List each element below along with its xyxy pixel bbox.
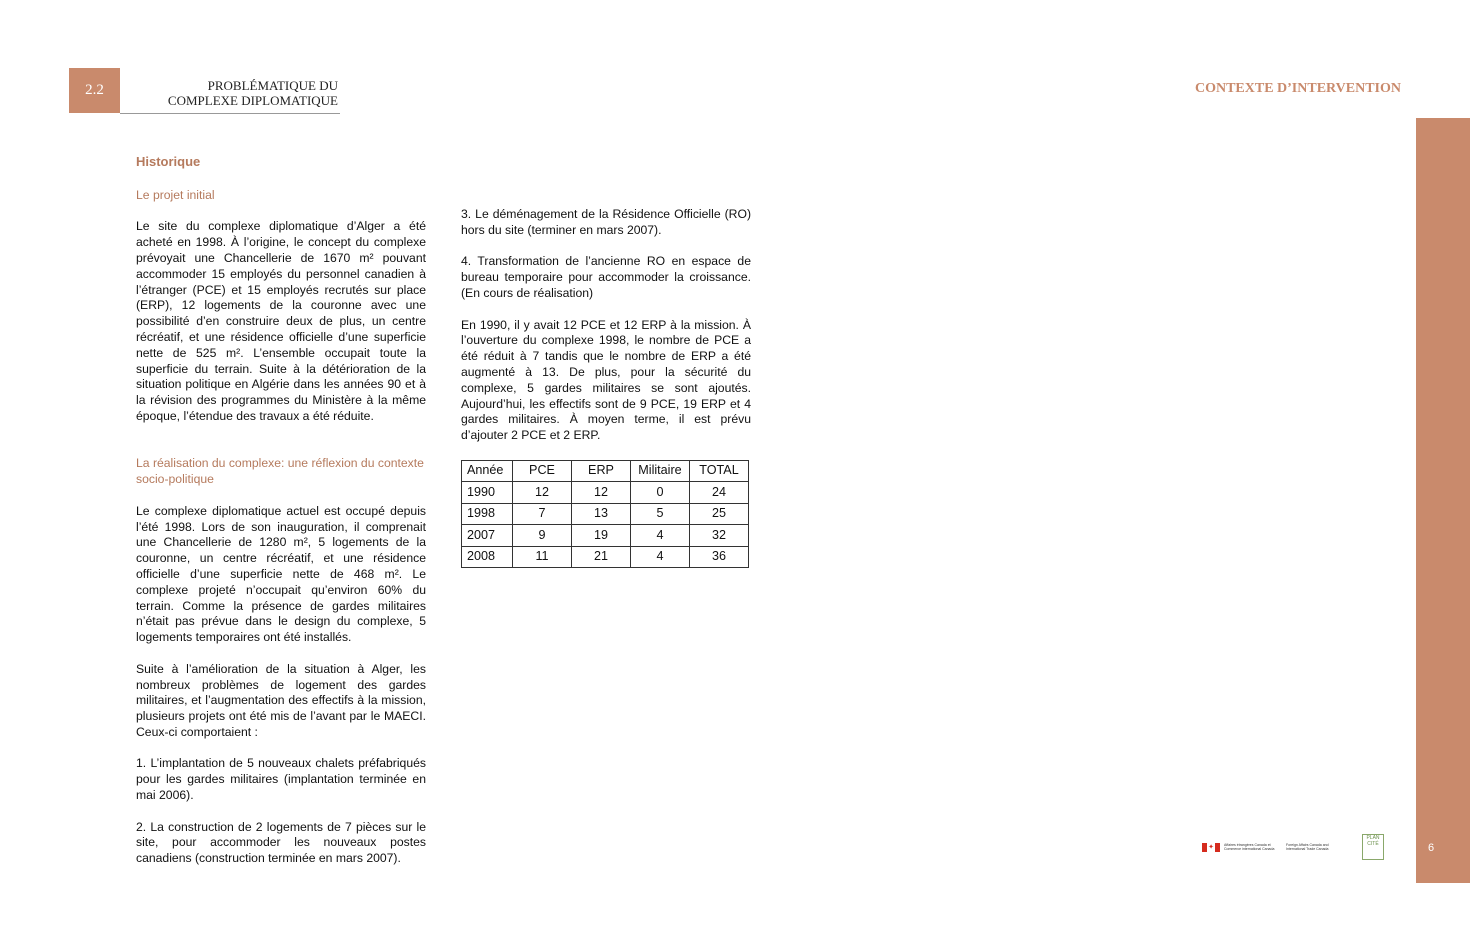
paragraph: Le site du complexe diplomatique d’Alger a été acheté en 1998. À l’origine, le concept du complexe prévoyait une Chancellerie de 1670 m² pouvant accommoder 15 employés du personnel canadien à l’étranger (PCE) et 15 employés recrutés sur place (ERP), 12 logements de la couronne avec une possibilité d’en construire deux de plus, un centre récréatif, et une résidence officielle d’une superficie nette de 525 m². L’ensemble occupait toute la superficie du terrain. Suite à la détérioration de la situation politique en Algérie dans les années 90 et à la révision des programmes du Ministère à la même époque, l’étendue des travaux a été réduite.	[136, 219, 426, 423]
table-cell: 2008	[462, 546, 513, 568]
plan-cite-logo: PLAN CITÉ	[1362, 834, 1384, 860]
table-cell: 4	[631, 546, 690, 568]
table-cell: 2007	[462, 525, 513, 547]
table-cell: 4	[631, 525, 690, 547]
paragraph: En 1990, il y avait 12 PCE et 12 ERP à la mission. À l’ouverture du complexe 1998, le nombre de PCE a été réduit à 7 tandis que le nombre de ERP a été augmenté à 13. De plus, pour la sécurité du complexe, 5 gardes militaires se sont ajoutés. Aujourd’hui, les effectifs sont de 9 PCE, 19 ERP et 4 gardes militaires. À moyen terme, il est prévu d’ajouter 2 PCE et 2 ERP.	[461, 317, 751, 443]
page-number: 6	[1427, 842, 1435, 854]
table-cell: 7	[513, 503, 572, 525]
side-band	[1416, 118, 1470, 883]
staff-table	[461, 460, 749, 569]
paragraph: 3. Le déménagement de la Résidence Officielle (RO) hors du site (terminer en mars 2007).	[461, 207, 751, 237]
table-header-cell: Militaire	[631, 460, 690, 482]
table-row	[462, 525, 749, 547]
table-cell: 36	[690, 546, 749, 568]
table-header-cell: PCE	[513, 460, 572, 482]
paragraph: Le complexe diplomatique actuel est occupé depuis l’été 1998. Lors de son inauguration, il comprenait une Chancellerie de 1280 m², 5 logements de la couronne, un centre récréatif, et une résidence officielle d’une superficie nette de 468 m². Le complexe projeté n’occupait qu’environ 60% du terrain. Comme la présence de gardes militaires n’était pas prévue dans le design du complexe, 5 logements temporaires ont été installés.	[136, 503, 426, 645]
table-header-row	[462, 460, 749, 482]
table-cell: 11	[513, 546, 572, 568]
subheading-projet-initial: Le projet initial	[136, 187, 215, 202]
gov-signature-fr: Affaires étrangères Canada et Commerce international Canada	[1224, 843, 1275, 851]
table-cell: 25	[690, 503, 749, 525]
table-cell: 24	[690, 482, 749, 504]
table-cell: 19	[572, 525, 631, 547]
heading-historique: Historique	[136, 154, 201, 169]
table-header-cell: Année	[462, 460, 513, 482]
table-cell: 5	[631, 503, 690, 525]
table-header-cell: TOTAL	[690, 460, 749, 482]
table-header-cell: ERP	[572, 460, 631, 482]
gov-signature-en: Foreign Affairs Canada and International Trade Canada	[1286, 843, 1329, 851]
table-cell: 9	[513, 525, 572, 547]
paragraph: 4. Transformation de l’ancienne RO en espace de bureau temporaire pour accommoder la croissance. (En cours de réalisation)	[461, 254, 751, 300]
table-cell: 13	[572, 503, 631, 525]
section-title: PROBLÉMATIQUE DU COMPLEXE DIPLOMATIQUE	[167, 78, 338, 108]
footer-logos	[1202, 834, 1392, 862]
paragraph: 2. La construction de 2 logements de 7 pièces sur le site, pour accommoder les nouveaux postes canadiens (construction terminée en mars 2007).	[136, 819, 426, 866]
table-cell: 1990	[462, 482, 513, 504]
table-row	[462, 482, 749, 504]
paragraph: 1. L’implantation de 5 nouveaux chalets préfabriqués pour les gardes militaires (implantation terminée en mai 2006).	[136, 756, 426, 803]
section-number-badge: 2.2	[69, 68, 120, 113]
table-row	[462, 546, 749, 568]
table-cell: 1998	[462, 503, 513, 525]
section-divider	[120, 113, 340, 114]
table-cell: 32	[690, 525, 749, 547]
table-cell: 12	[513, 482, 572, 504]
paragraph: Suite à l’amélioration de la situation à Alger, les nombreux problèmes de logement des gardes militaires, et l’augmentation des effectifs à la mission, plusieurs projets ont été mis de l’avant par le MAECI. Ceux-ci comportaient :	[136, 661, 426, 739]
canada-flag-icon: ✦	[1202, 843, 1220, 852]
table-row	[462, 503, 749, 525]
table-cell: 0	[631, 482, 690, 504]
table-cell: 12	[572, 482, 631, 504]
table-cell: 21	[572, 546, 631, 568]
chapter-title: CONTEXTE D’INTERVENTION	[1194, 81, 1401, 96]
right-column	[461, 207, 751, 568]
left-column	[136, 154, 426, 883]
subheading-realisation: La réalisation du complexe: une réflexion du contexte socio-politique	[136, 456, 424, 487]
